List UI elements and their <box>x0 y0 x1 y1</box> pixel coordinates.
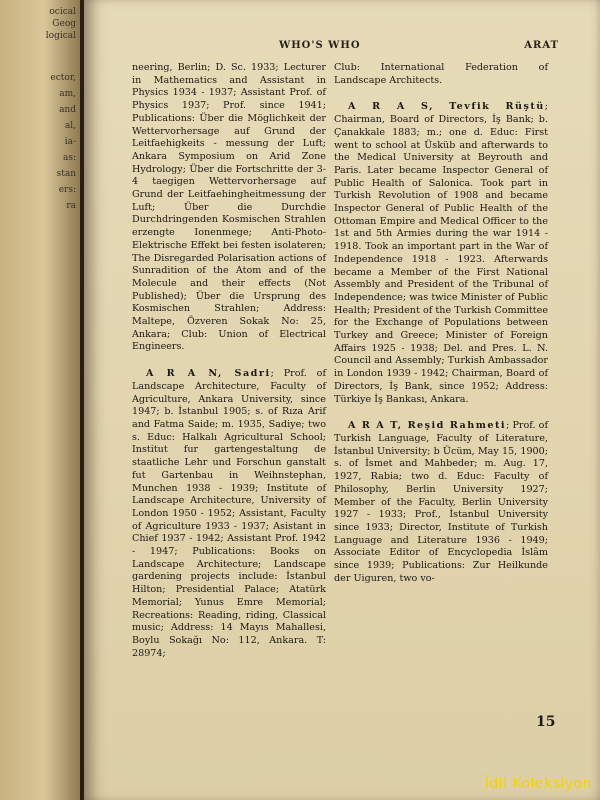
entry-name: A R A N, Sadri <box>146 368 271 380</box>
prev-page-fragment: Geog <box>52 19 76 29</box>
prev-page-fragment: am, <box>59 89 76 99</box>
previous-page-edge <box>0 0 80 800</box>
entry-name: A R A T, Reşid Rahmeti <box>348 420 507 432</box>
prev-page-fragment: stan <box>56 169 76 179</box>
page-number: 15 <box>536 714 556 730</box>
entry-aran <box>132 368 326 660</box>
running-head-title: WHO'S WHO <box>279 40 361 51</box>
entry-body: ; Prof. of Landscape Architecture, Faculty of Agriculture, Ankara University, since 1947; b. İstanbul 1905; s. of Rıza Arif and Fatma Saide; m. 1935, Sadiye; two s. Educ: Halkalı Agricultural School; Institut fur gartengestaltung de staatliche Lehr und Forschun ganstalt fut Gartenbau in Weihnstephan, Munchen 1938 - 1939; Institute of Landscape Architecture, University of London 1950 - 1952; Assistant, Faculty of Agriculture 1933 - 1937; Asistant in Chief 1937 - 1942; Assistant Prof. 1942 - 1947; Publications: Books on Landscape Architecture; Landscape gardening projects include: İstanbul Hilton; Presidential Palace; Atatürk Memorial; Yunus Emre Memorial; Recreations: Reading, riding, Classical music; Address: 14 Mayıs Mahallesi, Boylu Sokağı No: 112, Ankara. T: 28974; <box>132 368 326 659</box>
right-column <box>334 62 548 599</box>
running-head-guide-word: ARAT <box>524 40 559 51</box>
entry-body: ; Chairman, Board of Directors, İş Bank; b. Çanakkale 1883; m.; one d. Educ: First went to school at Üsküb and afterwards to the Medical University at Beyrouth and Paris. Later became Inspector General of Public Health of Salonica. Took part in Turkish Revolution of 1908 and became Inspector General of Public Health of the Ottoman Empire and Medical Officer to the 1st and 5th Armies during the war 1914 - 1918. Took an important part in the War of Independence 1918 - 1923. Afterwards became a Member of the First National Assembly and President of the Tribunal of Independence; was twice Minister of Public Health; President of the Turkish Committee for the Exchange of Populations between Turkey and Greece; Minister of Foreign Affairs 1925 - 1938; Del. and Pres. L. N. Council and Assembly; Turkish Ambassador in London 1939 - 1942; Chairman, Board of Directors, İş Bank, since 1952; Address: Türkiye İş Bankası, Ankara. <box>334 101 548 405</box>
prev-page-fragment: ector, <box>50 73 76 83</box>
entry-body: ; Prof. of Turkish Language, Faculty of Literature, İstanbul University; b Ücüm, May 15, 1900; s. of İsmet and Mahbeder; m. Aug. 17, 1927, Rabia; two d. Educ: Faculty of Philosophy, Berlin University 1927; Member of the Faculty, Berlin University 1927 - 1933; Prof., İstanbul University since 1933; Director, Institute of Turkish Language and Literature 1936 - 1949; Associate Editor of Encyclopedia İslâm since 1939; Publications: Zur Heilkunde der Uiguren, two vo- <box>334 420 549 584</box>
prev-page-fragment: ers: <box>58 185 76 195</box>
entry-aras <box>334 101 548 406</box>
prev-page-fragment: as: <box>62 153 76 163</box>
continued-entry-text: Club: International Federation of Landscape Architects. <box>334 62 548 86</box>
entry-name: A R A S, Tevfik Rüştü <box>348 101 545 113</box>
watermark: İdil Koleksiyon <box>484 776 592 792</box>
prev-page-fragment: ra <box>66 201 76 211</box>
prev-page-fragment: logical <box>45 31 76 41</box>
continued-entry-text: neering, Berlin; D. Sc. 1933; Lecturer in Mathematics and Assistant in Physics 1934 - 1937; Assistant Prof. of Physics 1937; Prof. since 1941; Publications: Über die Möglichkeit der Wettervorhersage auf Grund der Leitfaehigkeits - messung der Luft; Ankara Symposium on Arid Zone Hydrology; Über die Fortschritte der 3-4 taegigen Wettervorhersage auf Grund der Leitfaehingheitmessung der Luft; Über die Durchdie Durchdringenden Kosmischen Strahlen erzengte Ionenmege; Anti-Photo-Elektrische Effekt bei festen isolateren; The Disregarded Polarisation actions of Sunradition of the Atom and of the Molecule and their effects (Not Published); Über die Ursprung des Kosmischen Strahlen; Address: Maltepe, Özveren Sokak No: 25, Ankara; Club: Union of Electrical Engineers. <box>132 62 326 353</box>
book-page <box>84 0 600 800</box>
prev-page-fragment: al, <box>64 121 76 131</box>
prev-page-fragment: ocical <box>49 7 76 17</box>
left-column <box>132 62 326 674</box>
entry-arat <box>334 420 548 585</box>
prev-page-fragment: and <box>59 105 76 115</box>
prev-page-fragment: ia- <box>64 137 76 147</box>
running-head <box>279 40 579 54</box>
